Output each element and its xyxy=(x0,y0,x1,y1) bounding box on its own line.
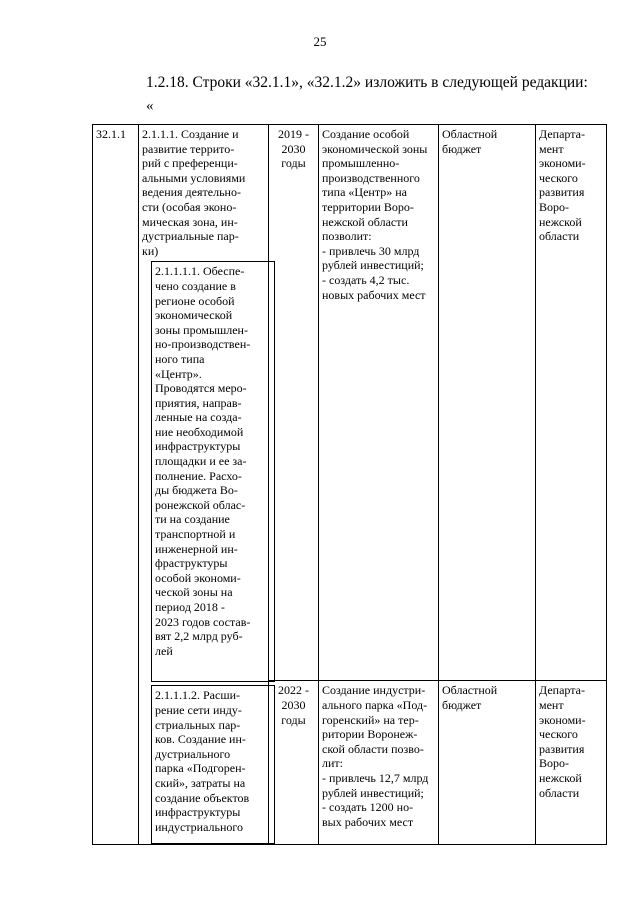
text-line: производственного xyxy=(322,170,420,185)
text-line: - привлечь 30 млрд xyxy=(322,243,420,258)
text-line: нежской xyxy=(539,214,582,229)
text-line: нежской области xyxy=(322,214,408,229)
text-line: ской области позво- xyxy=(322,741,424,756)
text-line: создание объектов xyxy=(155,790,250,805)
text-line: инфраструктуры xyxy=(155,439,241,454)
page-number: 25 xyxy=(313,34,327,49)
text-line: ального парка «Под- xyxy=(322,697,428,712)
text-line: рублей инвестиций; xyxy=(322,785,424,800)
text-line: лит: xyxy=(322,756,343,771)
text-line: - создать 4,2 тыс. xyxy=(322,272,410,287)
text-line: 2030 xyxy=(281,141,306,156)
text-line: Создание особой xyxy=(322,127,410,141)
funding-source-cell: Областной бюджет xyxy=(439,125,536,681)
period-cell xyxy=(269,125,319,681)
funding-source-cell: Областной бюджет xyxy=(439,681,536,845)
text-line: полнение. Расхо- xyxy=(155,468,242,483)
text-line: дустриальные пар- xyxy=(142,229,239,244)
text-line: 2022 - xyxy=(278,683,309,698)
text-line: сти (особая эконо- xyxy=(142,199,237,214)
text-line: вят 2,2 млрд руб- xyxy=(155,629,243,644)
text-line: фраструктуры xyxy=(155,556,228,571)
text-line: ние необходимой xyxy=(155,424,244,439)
text-line: дустриального xyxy=(155,746,231,761)
amendment-table xyxy=(92,124,607,845)
text-line: ческого xyxy=(539,170,578,185)
text-line: промышленно- xyxy=(322,156,400,171)
text-line: Воро- xyxy=(539,756,569,771)
period-cell xyxy=(269,681,319,845)
text-line: Создание индустри- xyxy=(322,683,426,698)
text-line: горенский» на тер- xyxy=(322,712,419,727)
text-line: особой экономи- xyxy=(155,570,241,585)
text-line: территории Воро- xyxy=(322,199,414,214)
text-line: области xyxy=(539,229,580,244)
text-line: развития xyxy=(539,185,585,200)
text-line: ленные на созда- xyxy=(155,410,242,425)
executor-cell xyxy=(536,681,607,845)
text-line: ного типа xyxy=(155,351,205,366)
text-line: мент xyxy=(539,141,564,156)
text-line: экономи- xyxy=(539,156,586,171)
text-line: ведения деятельно- xyxy=(142,185,241,200)
text-line: ки) xyxy=(142,243,159,258)
text-line: 2019 - xyxy=(278,127,309,141)
text-line: рение сети инду- xyxy=(155,702,242,717)
text-line: альными условиями xyxy=(142,170,246,185)
text-line: регионе особой xyxy=(155,293,235,308)
text-line: индустриального xyxy=(155,819,244,834)
table-row xyxy=(93,125,607,681)
text-line: Департа- xyxy=(539,127,585,141)
text-line: 2023 годов состав- xyxy=(155,614,251,629)
text-line: инфраструктуры xyxy=(155,805,241,820)
sub-measure-1 xyxy=(151,261,275,682)
text-line: приятия, направ- xyxy=(155,395,242,410)
text-line: рий с преференци- xyxy=(142,156,238,171)
text-line: 2030 xyxy=(281,697,306,712)
text-line: годы xyxy=(281,712,306,727)
text-line: стриальных пар- xyxy=(155,717,241,732)
text-line: ды бюджета Во- xyxy=(155,483,238,498)
text-line: инженерной ин- xyxy=(155,541,238,556)
text-line: мент xyxy=(539,697,564,712)
text-line: ти на создание xyxy=(155,512,230,527)
row-code: 32.1.1 xyxy=(96,127,126,141)
text-line: позволит: xyxy=(322,229,372,244)
text-line: период 2018 - xyxy=(155,600,225,614)
text-line: 2.1.1.1. Создание и xyxy=(142,127,239,141)
row-code-cell xyxy=(93,125,139,845)
text-line: «Центр». xyxy=(155,366,202,381)
result-cell xyxy=(319,125,439,681)
opening-quote: « xyxy=(146,98,154,114)
text-line: области xyxy=(539,785,580,800)
text-line: ческой зоны на xyxy=(155,585,233,600)
text-line: развития xyxy=(539,741,585,756)
text-line: ритории Воронеж- xyxy=(322,727,418,742)
text-line: 2.1.1.1.2. Расши- xyxy=(155,688,240,703)
text-line: новых рабочих мест xyxy=(322,287,426,302)
text-line: - привлечь 12,7 млрд xyxy=(322,770,429,785)
text-line: экономической xyxy=(155,308,233,323)
text-line: типа «Центр» на xyxy=(322,185,407,200)
text-line: ческого xyxy=(539,727,578,742)
text-line: рублей инвестиций; xyxy=(322,258,424,273)
text-line: ский», затраты на xyxy=(155,775,246,790)
text-line: лей xyxy=(155,643,173,658)
text-line: годы xyxy=(281,156,306,171)
text-line: Воро- xyxy=(539,199,569,214)
text-line: чено создание в xyxy=(155,278,236,293)
text-line: зоны промышлен- xyxy=(155,322,248,337)
text-line: - создать 1200 но- xyxy=(322,800,414,815)
text-line: 2.1.1.1.1. Обеспе- xyxy=(155,264,245,279)
text-line: вых рабочих мест xyxy=(322,814,414,829)
text-line: но-производствен- xyxy=(155,337,251,352)
text-line: нежской xyxy=(539,770,582,785)
text-line: ков. Создание ин- xyxy=(155,732,246,747)
sub-measure-2 xyxy=(151,685,275,844)
measure-cell xyxy=(139,125,269,845)
result-cell xyxy=(319,681,439,845)
executor-cell xyxy=(536,125,607,681)
text-line: площадки и ее за- xyxy=(155,454,247,469)
text-line: экономи- xyxy=(539,712,586,727)
text-line: Департа- xyxy=(539,683,585,698)
text-line: ронежской облас- xyxy=(155,497,246,512)
text-line: экономической зоны xyxy=(322,141,428,156)
text-line: парка «Подгорен- xyxy=(155,761,246,776)
text-line: мическая зона, ин- xyxy=(142,214,238,229)
text-line: Проводятся меро- xyxy=(155,381,247,396)
text-line: транспортной и xyxy=(155,527,236,542)
measure-title xyxy=(142,127,265,258)
text-line: развитие террито- xyxy=(142,141,235,156)
section-heading: 1.2.18. Строки «32.1.1», «32.1.2» изложить в следующей редакции: xyxy=(146,74,588,91)
